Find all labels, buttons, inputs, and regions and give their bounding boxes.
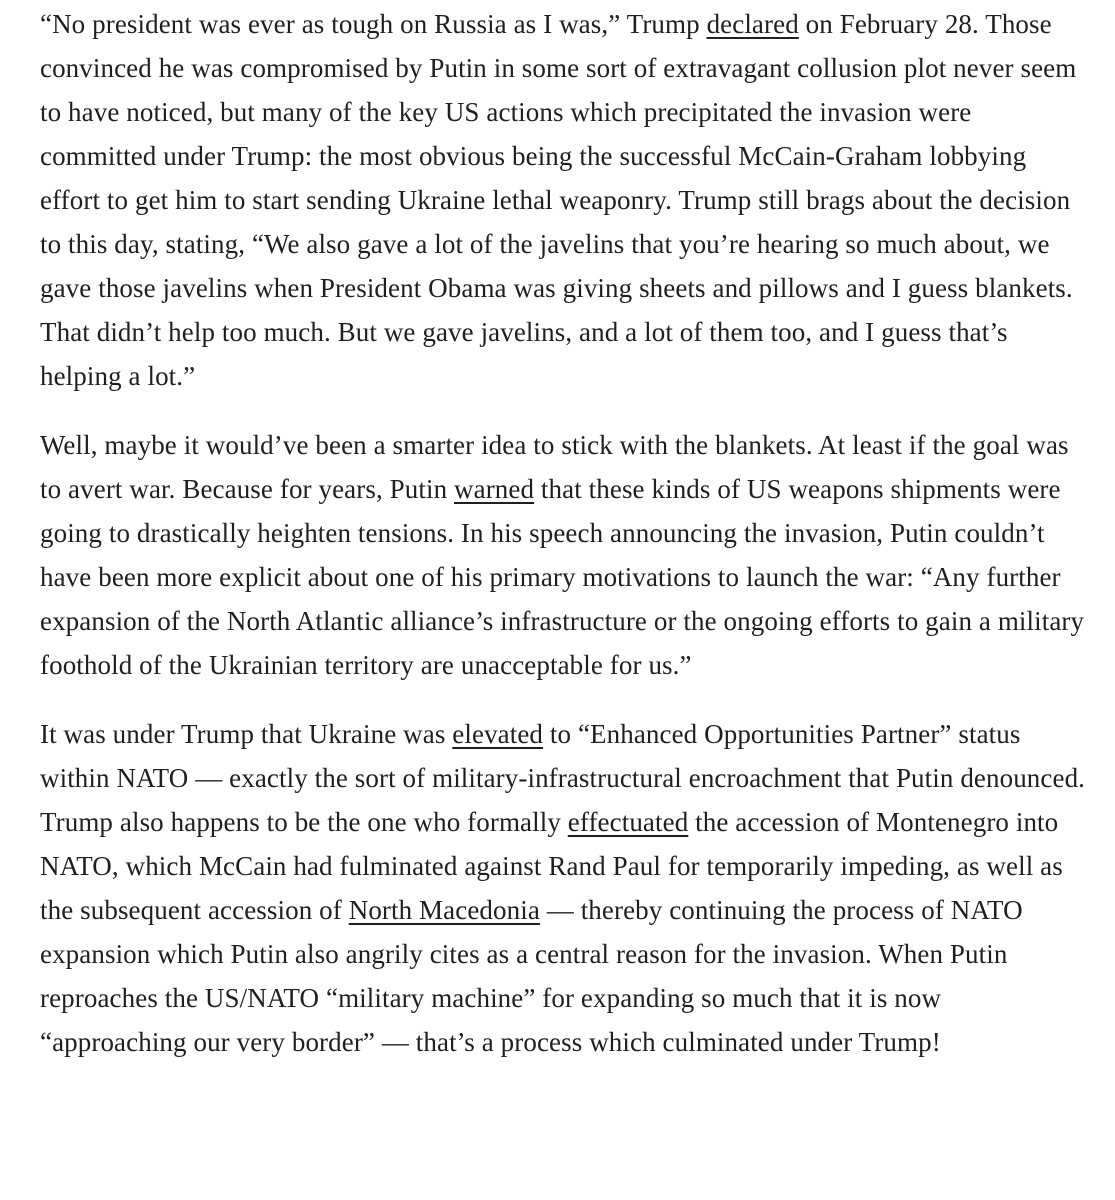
link-effectuated[interactable]: effectuated bbox=[567, 807, 689, 837]
text-segment: — thereby continuing the process of NATO expansion which Putin also angrily cites as a central reason for the invasion. When Putin reproaches the US/NATO “military machine” for expanding so much that it is now “approaching our very border” — that’s a process which culminated under Trump! bbox=[40, 895, 1023, 1057]
text-segment: It was under Trump that Ukraine was bbox=[40, 719, 453, 749]
article-body bbox=[40, 0, 1090, 1064]
text-segment: “No president was ever as tough on Russia as I was,” Trump bbox=[40, 9, 707, 39]
text-segment: to “Enhanced Opportunities Partner” status within NATO — exactly the sort of military-infrastructural encroachment that Putin denounced. Trump also happens to be the one who formally bbox=[40, 719, 1086, 837]
link-elevated[interactable]: elevated bbox=[452, 719, 544, 749]
link-north-macedonia[interactable]: North Macedonia bbox=[348, 895, 540, 925]
text-segment: that these kinds of US weapons shipments were going to drastically heighten tensions. In his speech announcing the invasion, Putin couldn’t have been more explicit about one of his primary motivations to launch the war: “Any further expansion of the North Atlantic alliance’s infrastructure or the ongoing efforts to gain a military foothold of the Ukrainian territory are unacceptable for us.” bbox=[40, 474, 1085, 680]
text-segment: Well, maybe it would’ve been a smarter idea to stick with the blankets. At least if the goal was to avert war. Because for years, Putin bbox=[40, 430, 1069, 504]
text-segment: on February 28. Those convinced he was compromised by Putin in some sort of extravagant collusion plot never seem to have noticed, but many of the key US actions which precipitated the invasion were committed under Trump: the most obvious being the successful McCain-Graham lobbying effort to get him to start sending Ukraine lethal weaponry. Trump still brags about the decision to this day, stating, “We also gave a lot of the javelins that you’re hearing so much about, we gave those javelins when President Obama was giving sheets and pillows and I guess blankets. That didn’t help too much. But we gave javelins, and a lot of them too, and I guess that’s helping a lot.” bbox=[40, 9, 1077, 391]
link-declared[interactable]: declared bbox=[706, 9, 799, 39]
paragraph-3 bbox=[40, 712, 1090, 1064]
link-warned[interactable]: warned bbox=[454, 474, 535, 504]
text-segment: the accession of Montenegro into NATO, which McCain had fulminated against Rand Paul for temporarily impeding, as well as the subsequent accession of bbox=[40, 807, 1063, 925]
paragraph-1 bbox=[40, 0, 1090, 398]
paragraph-2 bbox=[40, 423, 1090, 687]
